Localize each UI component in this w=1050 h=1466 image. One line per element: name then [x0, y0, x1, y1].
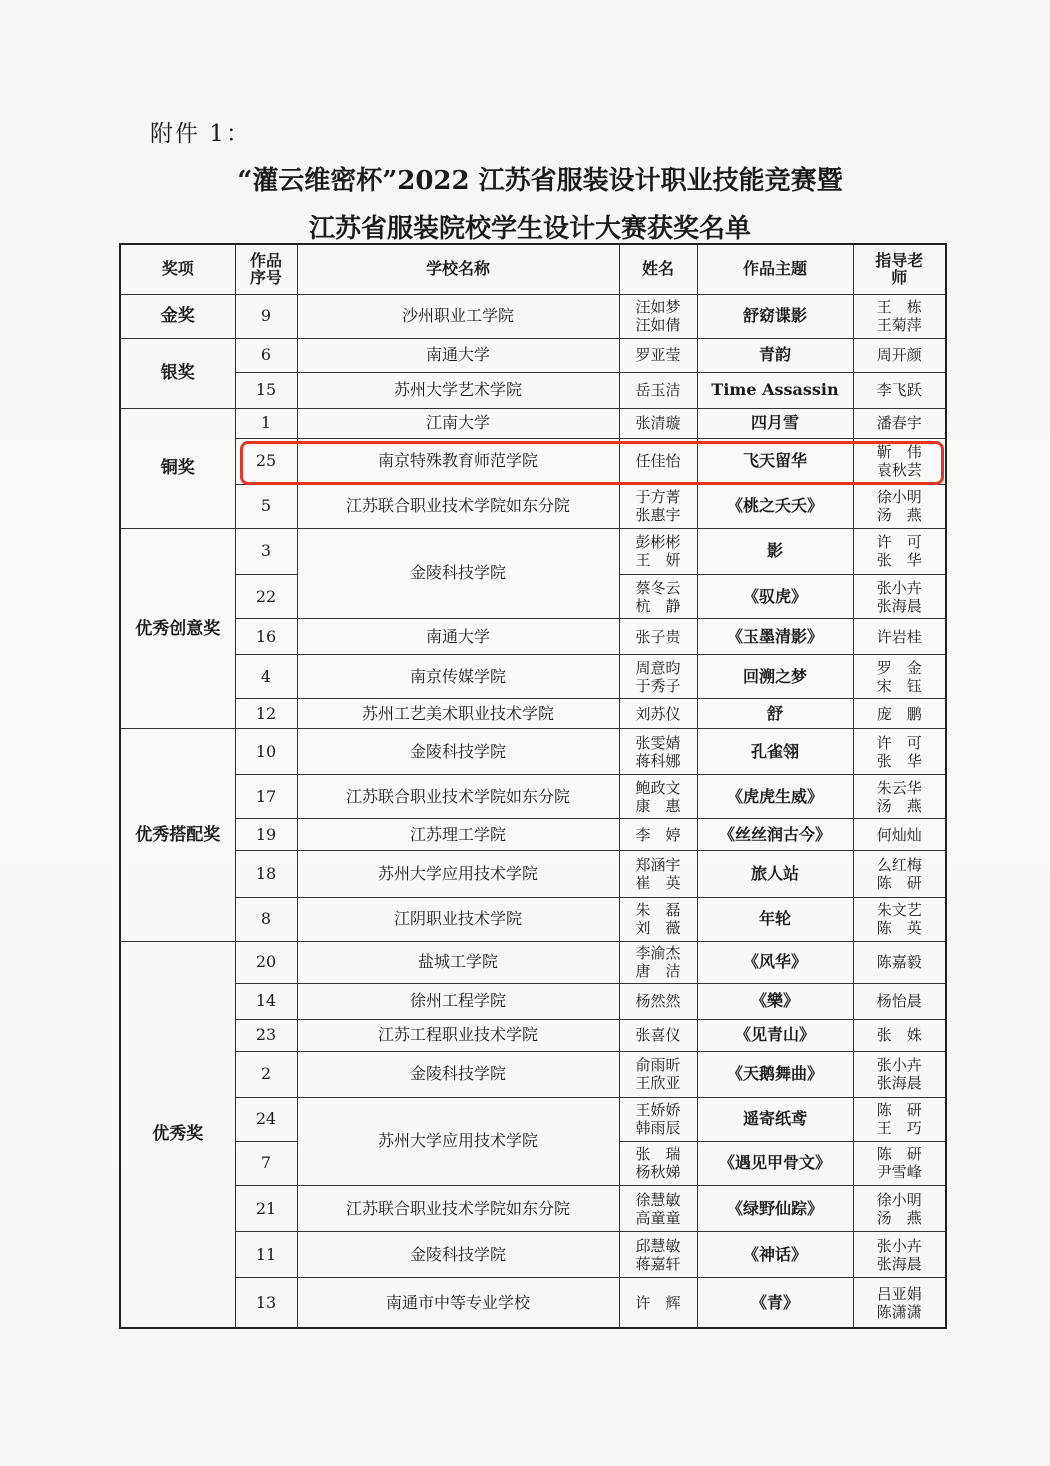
student-name: 张喜仪	[619, 1019, 697, 1051]
entry-number: 22	[235, 574, 297, 618]
student-name: 杨然然	[619, 983, 697, 1019]
student-name: 汪如梦 汪如倩	[619, 294, 697, 338]
entry-number: 25	[235, 438, 297, 484]
teacher-name: 朱文艺 陈 英	[853, 897, 946, 941]
teacher-name: 王 栋 王菊萍	[853, 294, 946, 338]
work-theme: 《玉墨清影》	[697, 619, 853, 655]
school-name: 江苏联合职业技术学院如东分院	[297, 1186, 619, 1232]
school-name: 苏州大学应用技术学院	[297, 1097, 619, 1185]
school-name: 金陵科技学院	[297, 528, 619, 618]
school-name: 江苏联合职业技术学院如东分院	[297, 775, 619, 819]
table-row	[120, 1278, 946, 1328]
school-name: 江阴职业技术学院	[297, 897, 619, 941]
student-name: 周意昀 于秀子	[619, 655, 697, 699]
teacher-name: 潘春宇	[853, 408, 946, 438]
entry-number: 4	[235, 655, 297, 699]
highlight-box	[240, 441, 944, 485]
work-theme: 《神话》	[697, 1232, 853, 1278]
teacher-name: 么红梅 陈 研	[853, 851, 946, 897]
work-theme: 年轮	[697, 897, 853, 941]
attachment-label: 附件 1：	[150, 121, 251, 147]
teacher-name: 何灿灿	[853, 819, 946, 851]
table-row	[120, 408, 946, 438]
school-name: 苏州大学应用技术学院	[297, 851, 619, 897]
school-name: 江苏理工学院	[297, 819, 619, 851]
table-row	[120, 983, 946, 1019]
work-theme: 《驭虎》	[697, 574, 853, 618]
entry-number: 6	[235, 338, 297, 372]
entry-number: 10	[235, 729, 297, 775]
work-theme: 四月雪	[697, 408, 853, 438]
teacher-name: 朱云华 汤 燕	[853, 775, 946, 819]
student-name: 王娇娇 韩雨辰	[619, 1097, 697, 1141]
table-row	[120, 1186, 946, 1232]
teacher-name: 李飞跃	[853, 372, 946, 408]
work-theme: 回溯之梦	[697, 655, 853, 699]
school-name: 南京特殊教育师范学院	[297, 438, 619, 484]
teacher-name: 罗 金 宋 钰	[853, 655, 946, 699]
work-theme: 《风华》	[697, 941, 853, 983]
student-name: 罗亚莹	[619, 338, 697, 372]
teacher-name: 徐小明 汤 燕	[853, 1186, 946, 1232]
school-name: 苏州大学艺术学院	[297, 372, 619, 408]
table-row	[120, 1019, 946, 1051]
student-name: 张 瑞 杨秋娣	[619, 1141, 697, 1185]
header-theme: 作品主题	[697, 244, 853, 294]
school-name: 南京传媒学院	[297, 655, 619, 699]
table-row	[120, 851, 946, 897]
entry-number: 8	[235, 897, 297, 941]
student-name: 李渝杰 唐 洁	[619, 941, 697, 983]
student-name: 张子贵	[619, 619, 697, 655]
teacher-name: 陈嘉毅	[853, 941, 946, 983]
student-name: 李 婷	[619, 819, 697, 851]
entry-number: 24	[235, 1097, 297, 1141]
entry-number: 2	[235, 1051, 297, 1097]
teacher-name: 张小卉 张海晨	[853, 1232, 946, 1278]
student-name: 蔡冬云 杭 静	[619, 574, 697, 618]
student-name: 郑涵宇 崔 英	[619, 851, 697, 897]
student-name: 张雯婧 蒋科娜	[619, 729, 697, 775]
teacher-name: 陈 研 尹雪峰	[853, 1141, 946, 1185]
school-name: 盐城工学院	[297, 941, 619, 983]
school-name: 苏州工艺美术职业技术学院	[297, 699, 619, 729]
title-line-1: “灌云维密杯”2022 江苏省服装设计职业技能竞赛暨	[237, 166, 843, 196]
student-name: 张清璇	[619, 408, 697, 438]
school-name: 金陵科技学院	[297, 729, 619, 775]
table-row	[120, 1097, 946, 1141]
work-theme: 《天鹅舞曲》	[697, 1051, 853, 1097]
entry-number: 3	[235, 528, 297, 574]
student-name: 朱 磊 刘 薇	[619, 897, 697, 941]
table-row	[120, 1232, 946, 1278]
school-name: 南通市中等专业学校	[297, 1278, 619, 1328]
school-name: 江苏工程职业技术学院	[297, 1019, 619, 1051]
school-name: 徐州工程学院	[297, 983, 619, 1019]
work-theme: 旅人站	[697, 851, 853, 897]
table-row	[120, 484, 946, 528]
work-theme: 舒	[697, 699, 853, 729]
entry-number: 11	[235, 1232, 297, 1278]
work-theme: 《丝丝润古今》	[697, 819, 853, 851]
school-name: 金陵科技学院	[297, 1051, 619, 1097]
school-name: 南通大学	[297, 338, 619, 372]
student-name: 彭彬彬 王 妍	[619, 528, 697, 574]
student-name: 邱慧敏 蒋嘉轩	[619, 1232, 697, 1278]
teacher-name: 张 姝	[853, 1019, 946, 1051]
entry-number: 21	[235, 1186, 297, 1232]
entry-number: 13	[235, 1278, 297, 1328]
entry-number: 20	[235, 941, 297, 983]
teacher-name: 周开颜	[853, 338, 946, 372]
table-row	[120, 655, 946, 699]
table-row	[120, 528, 946, 574]
work-theme: 飞天留华	[697, 438, 853, 484]
award-category: 铜奖	[120, 408, 235, 528]
table-row	[120, 699, 946, 729]
school-name: 江南大学	[297, 408, 619, 438]
table-row	[120, 897, 946, 941]
table-row	[120, 819, 946, 851]
title-line-2: 江苏省服装院校学生设计大赛获奖名单	[308, 214, 751, 244]
work-theme: 《青》	[697, 1278, 853, 1328]
header-school: 学校名称	[297, 244, 619, 294]
work-theme: 《绿野仙踪》	[697, 1186, 853, 1232]
work-theme: 影	[697, 528, 853, 574]
student-name: 徐慧敏 高童童	[619, 1186, 697, 1232]
award-category: 金奖	[120, 294, 235, 338]
work-theme: 《遇见甲骨文》	[697, 1141, 853, 1185]
entry-number: 9	[235, 294, 297, 338]
award-category: 优秀创意奖	[120, 528, 235, 728]
header-teacher: 指导老师	[853, 244, 946, 294]
header-name: 姓名	[619, 244, 697, 294]
teacher-name: 陈 研 王 巧	[853, 1097, 946, 1141]
teacher-name: 杨怡晨	[853, 983, 946, 1019]
table-row	[120, 619, 946, 655]
entry-number: 17	[235, 775, 297, 819]
teacher-name: 庞 鹏	[853, 699, 946, 729]
table-row	[120, 941, 946, 983]
student-name: 俞雨昕 王欣亚	[619, 1051, 697, 1097]
table-row	[120, 1051, 946, 1097]
teacher-name: 张小卉 张海晨	[853, 1051, 946, 1097]
entry-number: 5	[235, 484, 297, 528]
header-number: 作品序号	[235, 244, 297, 294]
entry-number: 15	[235, 372, 297, 408]
teacher-name: 徐小明 汤 燕	[853, 484, 946, 528]
work-theme: 《虎虎生威》	[697, 775, 853, 819]
teacher-name: 靳 伟 袁秋芸	[853, 438, 946, 484]
entry-number: 18	[235, 851, 297, 897]
work-theme: 《桃之夭夭》	[697, 484, 853, 528]
award-category: 优秀奖	[120, 941, 235, 1328]
header-row	[120, 244, 946, 294]
table-row	[120, 775, 946, 819]
work-theme: 遥寄纸鸢	[697, 1097, 853, 1141]
entry-number: 1	[235, 408, 297, 438]
award-category: 银奖	[120, 338, 235, 408]
entry-number: 19	[235, 819, 297, 851]
entry-number: 23	[235, 1019, 297, 1051]
table-row	[120, 338, 946, 372]
table-row	[120, 729, 946, 775]
school-name: 沙州职业工学院	[297, 294, 619, 338]
work-theme: 青韵	[697, 338, 853, 372]
table-row	[120, 294, 946, 338]
award-category: 优秀搭配奖	[120, 729, 235, 941]
teacher-name: 张小卉 张海晨	[853, 574, 946, 618]
student-name: 刘苏仪	[619, 699, 697, 729]
entry-number: 14	[235, 983, 297, 1019]
work-theme: 舒窈谍影	[697, 294, 853, 338]
work-theme: 孔雀翎	[697, 729, 853, 775]
student-name: 于方菁 张惠宇	[619, 484, 697, 528]
work-theme: Time Assassin	[697, 372, 853, 408]
school-name: 金陵科技学院	[297, 1232, 619, 1278]
entry-number: 12	[235, 699, 297, 729]
header-award: 奖项	[120, 244, 235, 294]
entry-number: 7	[235, 1141, 297, 1185]
work-theme: 《樂》	[697, 983, 853, 1019]
table-row	[120, 372, 946, 408]
student-name: 岳玉洁	[619, 372, 697, 408]
entry-number: 16	[235, 619, 297, 655]
student-name: 许 辉	[619, 1278, 697, 1328]
teacher-name: 许 可 张 华	[853, 729, 946, 775]
teacher-name: 许 可 张 华	[853, 528, 946, 574]
teacher-name: 许岩桂	[853, 619, 946, 655]
teacher-name: 吕亚娟 陈潇潇	[853, 1278, 946, 1328]
work-theme: 《见青山》	[697, 1019, 853, 1051]
school-name: 江苏联合职业技术学院如东分院	[297, 484, 619, 528]
student-name: 任佳怡	[619, 438, 697, 484]
school-name: 南通大学	[297, 619, 619, 655]
student-name: 鲍政文 康 惠	[619, 775, 697, 819]
awards-table	[119, 243, 947, 1329]
